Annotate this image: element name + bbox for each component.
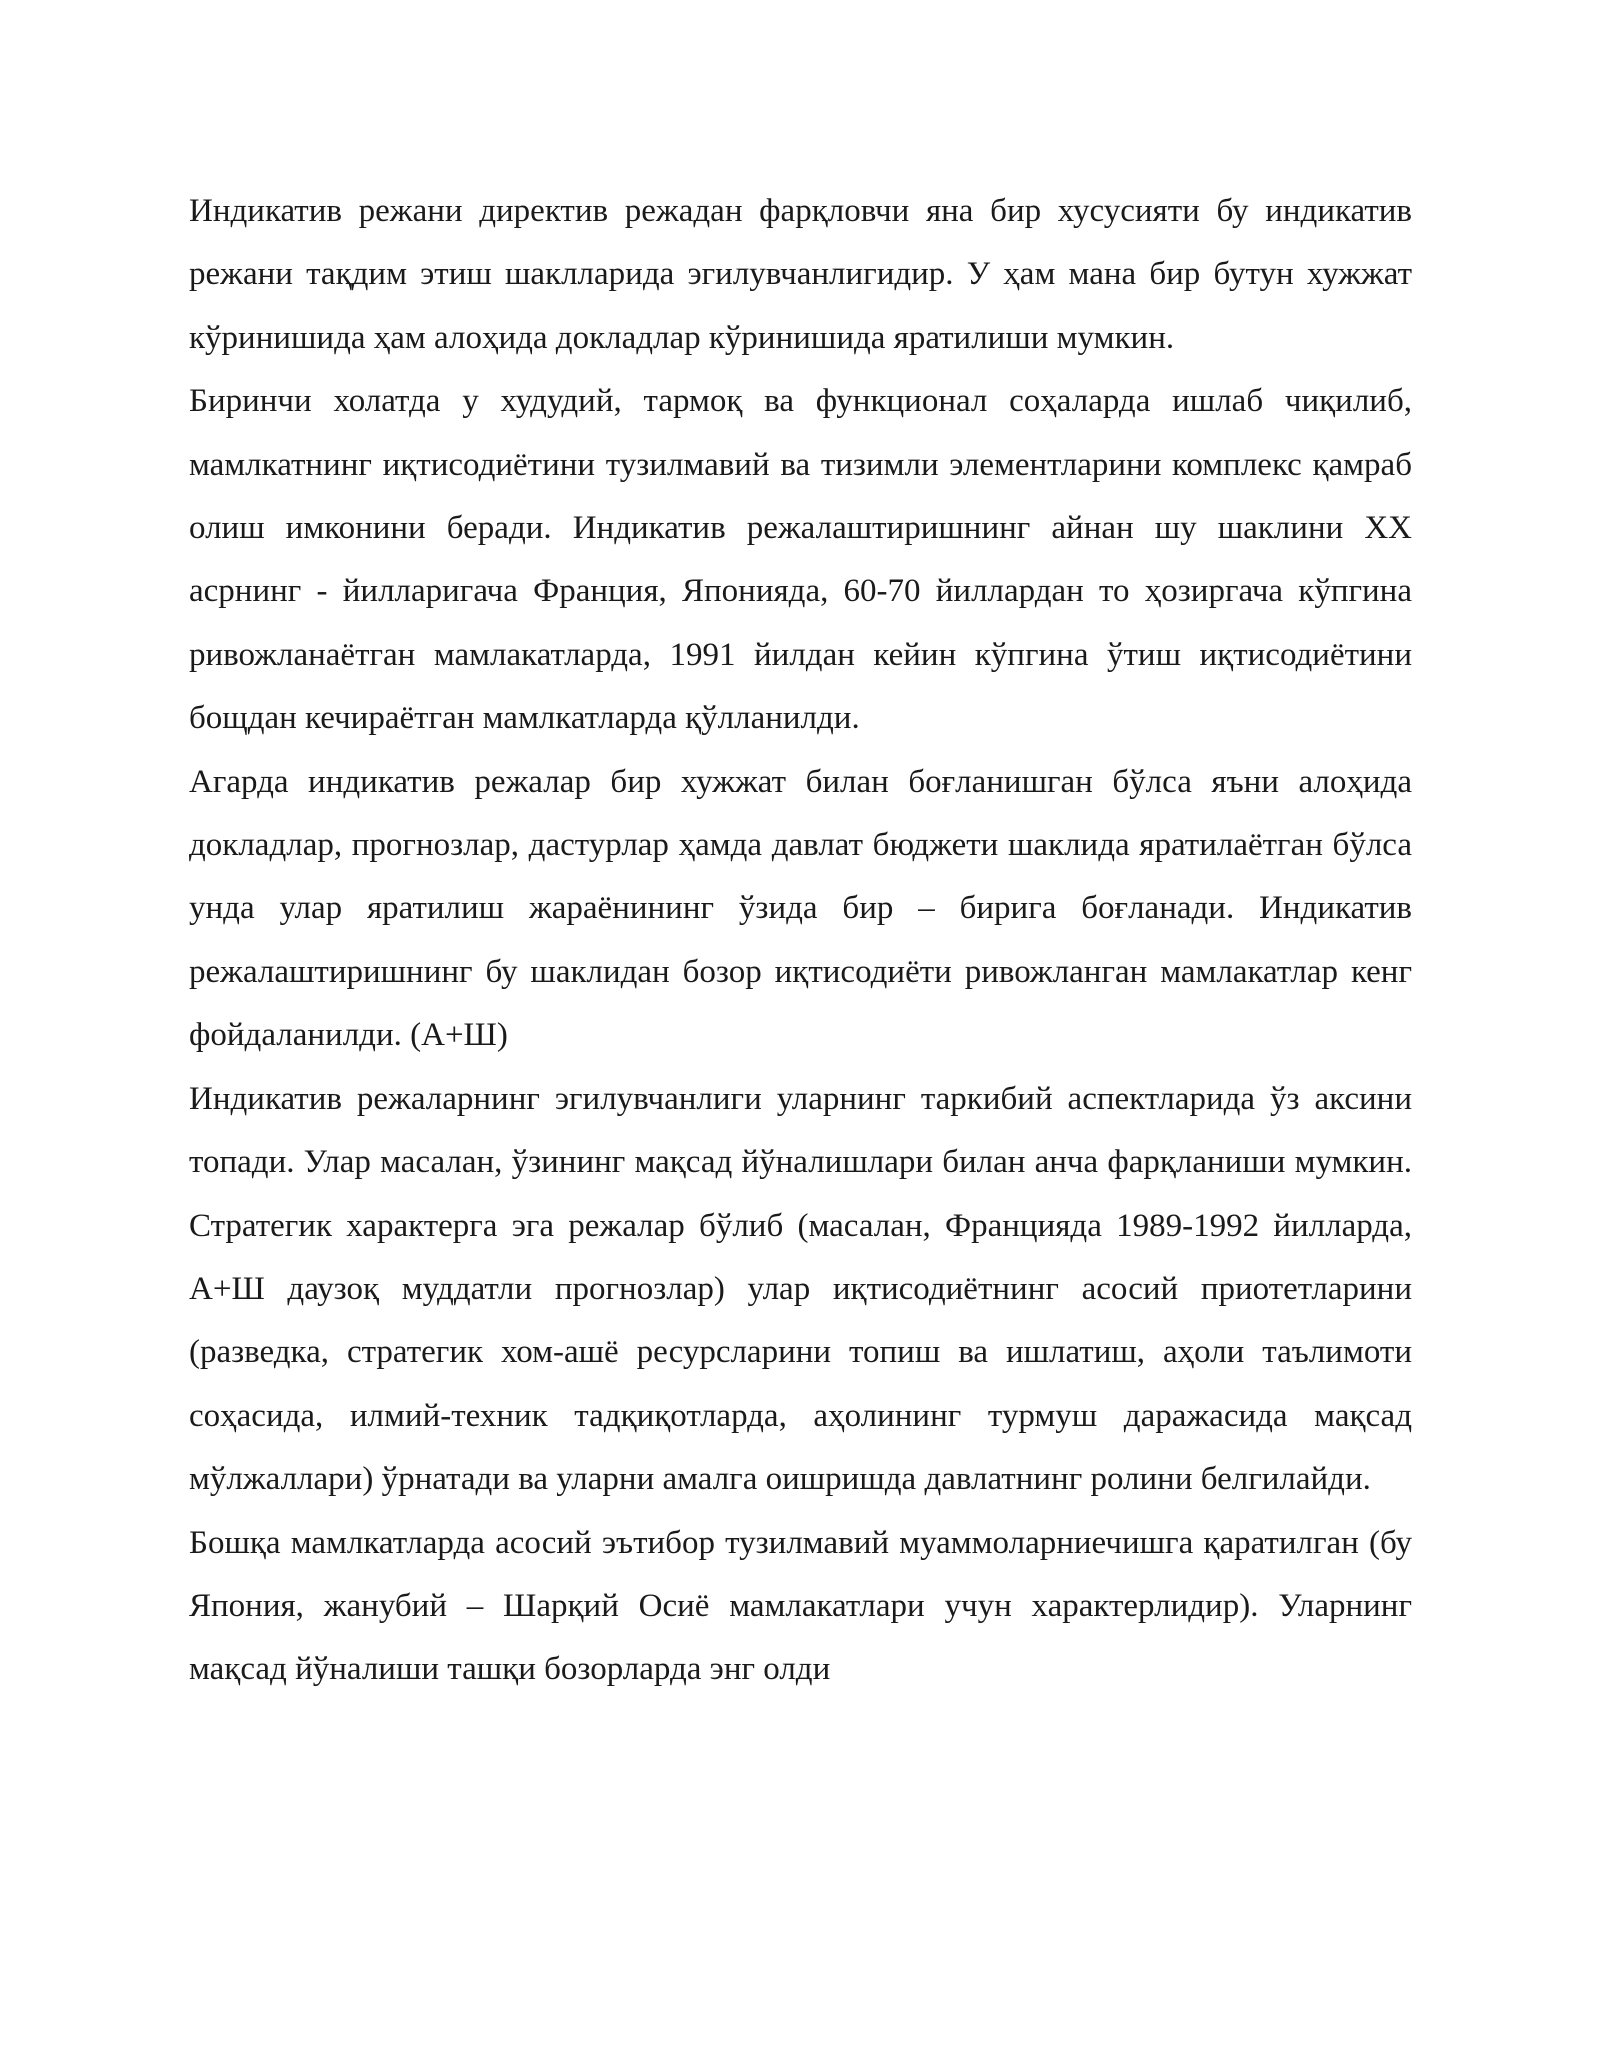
document-page <box>189 180 1412 1702</box>
paragraph-linked-documents: Агарда индикатив режалар бир хужжат билан боғланишган бўлса яъни алоҳида докладлар, прогнозлар, дастурлар ҳамда давлат бюджети шаклида яратилаётган бўлса унда улар яратилиш жараёнининг ўзида бир – бирига боғланади. Индикатив режалаштиришнинг бу шаклидан бозор иқтисодиёти ривожланган мамлакатлар кенг фойдаланилди. (А+Ш) <box>189 763 1412 1054</box>
paragraph-first-case: Биринчи холатда у худудий, тармоқ ва функционал соҳаларда ишлаб чиқилиб, мамлкатнинг иқтисодиётини тузилмавий ва тизимли элементларини комплекс қамраб олиш имконини беради. Индикатив режалаштиришнинг айнан шу шаклини XX асрнинг - йилларигача Франция, Японияда, 60-70 йиллардан то ҳозиргача кўпгина ривожланаётган мамлакатларда, 1991 йилдан кейин кўпгина ўтиш иқтисодиётини бощдан кечираётган мамлкатларда қўлланилди. <box>189 383 1412 737</box>
paragraph-indicative-flexibility: Индикатив режани директив режадан фарқловчи яна бир хусусияти бу индикатив режани тақдим этиш шаклларида эгилувчанлигидир. У ҳам мана бир бутун хужжат кўринишида ҳам алоҳида докладлар кўринишида яратилиши мумкин. <box>189 193 1412 356</box>
paragraph-structural-aspects: Индикатив режаларнинг эгилувчанлиги уларнинг таркибий аспектларида ўз аксини топади. Улар масалан, ўзининг мақсад йўналишлари билан анча фарқланиши мумкин. Стратегик характерга эга режалар бўлиб (масалан, Францияда 1989-1992 йилларда, А+Ш даузоқ муддатли прогнозлар) улар иқтисодиётнинг асосий приотетларини (разведка, стратегик хом-ашё ресурсларини топиш ва ишлатиш, аҳоли таълимоти соҳасида, илмий-техник тадқиқотларда, аҳолининг турмуш даражасида мақсад мўлжаллари) ўрнатади ва уларни амалга оишришда давлатнинг ролини белгилайди. <box>189 1080 1412 1498</box>
paragraph-other-countries: Бошқа мамлкатларда асосий эътибор тузилмавий муаммоларниечишга қаратилган (бу Япония, жанубий – Шарқий Осиё мамлакатлари учун характерлидир). Уларнинг мақсад йўналиши ташқи бозорларда энг олди <box>189 1524 1412 1688</box>
